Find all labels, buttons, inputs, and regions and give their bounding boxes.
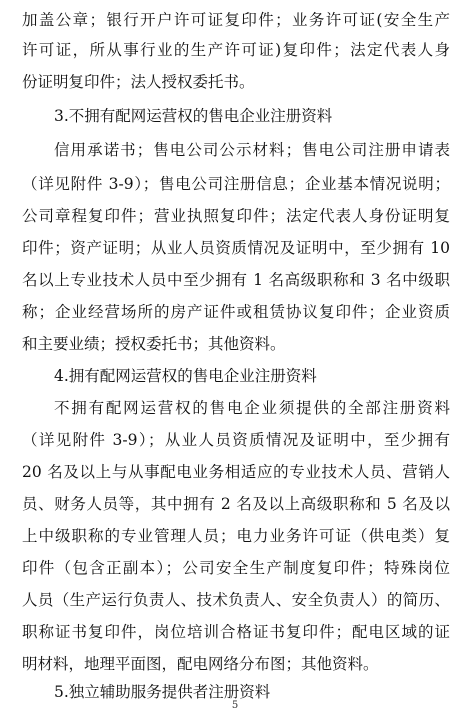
section-heading: 4.拥有配网运营权的售电企业注册资料 <box>54 367 317 385</box>
text-line: 不拥有配网运营权的售电企业须提供的全部注册资料 <box>54 399 450 417</box>
text-line: 人员（生产运行负责人、技术负责人、安全负责人）的简历、 <box>22 591 450 609</box>
text-line: 称；企业经营场所的房产证件或租赁协议复印件；企业资质 <box>22 303 450 321</box>
text-line: 加盖公章；银行开户许可证复印件；业务许可证(安全生产 <box>22 11 450 29</box>
text-line: 和主要业绩；授权委托书；其他资料。 <box>22 335 286 353</box>
text-line: 上中级职称的专业管理人员；电力业务许可证（供电类）复 <box>22 527 450 545</box>
text-line: 职称证书复印件，岗位培训合格证书复印件；配电区域的证 <box>22 623 450 641</box>
text-line: 份证明复印件；法人授权委托书。 <box>22 73 255 91</box>
text-line: 明材料，地理平面图，配电网络分布图；其他资料。 <box>22 655 379 673</box>
text-line: 名以上专业技术人员中至少拥有 1 名高级职称和 3 名中级职 <box>22 271 450 289</box>
text-line: 信用承诺书；售电公司公示材料；售电公司注册申请表 <box>54 141 450 159</box>
text-line: （详见附件 3-9）；从业人员资质情况及证明中，至少拥有 <box>22 431 450 449</box>
text-line: 印件；资产证明；从业人员资质情况及证明中，至少拥有 10 <box>22 239 450 257</box>
text-line: 公司章程复印件；营业执照复印件；法定代表人身份证明复 <box>22 207 450 225</box>
text-line: 20 名及以上与从事配电业务相适应的专业技术人员、营销人 <box>22 463 450 481</box>
section-heading: 3.不拥有配网运营权的售电企业注册资料 <box>54 107 333 125</box>
page-number: 5 <box>231 700 239 711</box>
text-line: 印件（包含正副本）；公司安全生产制度复印件；特殊岗位 <box>22 559 450 577</box>
text-line: 员、财务人员等，其中拥有 2 名及以上高级职称和 5 名及以 <box>22 495 450 513</box>
text-line: （详见附件 3-9）；售电公司注册信息；企业基本情况说明； <box>22 175 450 193</box>
text-line: 许可证，所从事行业的生产许可证)复印件；法定代表人身 <box>22 41 450 59</box>
section-heading: 5.独立辅助服务提供者注册资料 <box>54 683 271 701</box>
